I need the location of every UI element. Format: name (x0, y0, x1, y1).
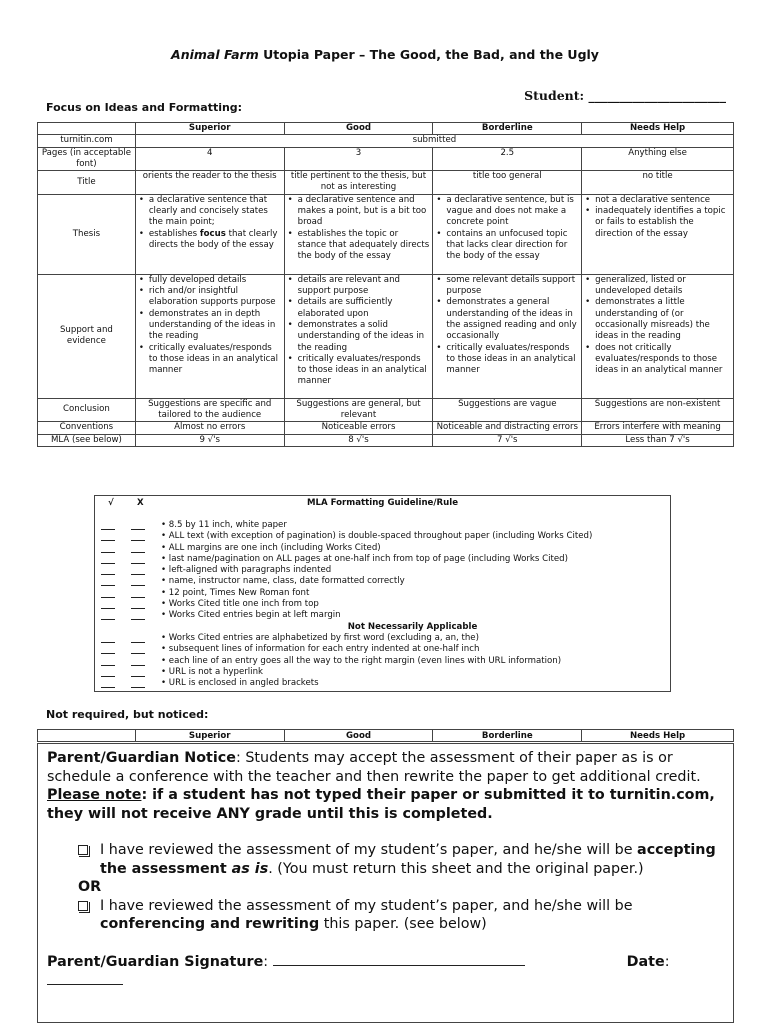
rule-text: • Works Cited title one inch from top (161, 599, 319, 610)
table-row (38, 194, 734, 274)
row-label-thesis: Thesis (38, 194, 136, 274)
cell: Suggestions are non-existent (582, 398, 734, 422)
check-blank[interactable] (101, 653, 115, 654)
rule-text: • left-aligned with paragraphs indented (161, 565, 332, 576)
cell: title too general (433, 171, 582, 195)
check-blank[interactable] (101, 665, 115, 666)
check-blank[interactable] (101, 642, 115, 643)
list-item (95, 656, 670, 667)
list-item (95, 599, 670, 610)
list-item (139, 229, 281, 252)
signature-label: Parent/Guardian Signature (47, 953, 264, 970)
list-item: • fully developed details (139, 275, 281, 286)
x-blank[interactable] (131, 540, 145, 541)
list-item: • a declarative sentence and makes a point, but is a bit too broad (288, 195, 430, 229)
cell: Anything else (582, 147, 734, 171)
cell (135, 274, 284, 398)
text: that clearly directs the body of the essay (148, 228, 278, 250)
x-blank[interactable] (131, 552, 145, 553)
list-item: • demonstrates an in depth understanding of the ideas in the reading (139, 309, 281, 343)
list-item: • generalized, listed or undeveloped details (585, 275, 730, 298)
x-column-header: X (137, 498, 144, 508)
cell: Errors interfere with meaning (582, 422, 734, 434)
title-italic: Animal Farm (171, 47, 259, 62)
rule-text: • Works Cited entries begin at left margin (161, 610, 341, 621)
rule-text: • ALL text (with exception of pagination) is double-spaced throughout paper (including Works Cited) (161, 531, 593, 542)
list-item (95, 565, 670, 576)
cell: 9 √'s (135, 434, 284, 446)
header-borderline: Borderline (433, 730, 582, 742)
x-blank[interactable] (131, 642, 145, 643)
list-item (95, 667, 670, 678)
list-item (95, 554, 670, 565)
list-item: • critically evaluates/responds to those ideas in an analytical manner (436, 343, 578, 377)
check-blank[interactable] (101, 529, 115, 530)
rule-text: • each line of an entry goes all the way to the right margin (even lines with URL information) (161, 655, 562, 666)
rubric-table (37, 122, 734, 447)
rule-text: • subsequent lines of information for each entry indented at one-half inch (161, 644, 480, 655)
header-borderline: Borderline (433, 123, 582, 135)
cell: 4 (135, 147, 284, 171)
notice-paragraph (47, 749, 724, 823)
cell: Almost no errors (135, 422, 284, 434)
cell: Suggestions are specific and tailored to the audience (135, 398, 284, 422)
list-item: • details are relevant and support purpose (288, 275, 430, 298)
bold-text: accepting the assessment (100, 842, 716, 877)
signature-field[interactable] (273, 952, 525, 966)
header-needs-help: Needs Help (582, 123, 734, 135)
rule-text: • 8.5 by 11 inch, white paper (161, 520, 287, 530)
list-item: • rich and/or insightful elaboration supports purpose (139, 286, 281, 309)
header-superior: Superior (135, 123, 284, 135)
title-rest: Utopia Paper – The Good, the Bad, and the Ugly (258, 47, 599, 62)
list-item (95, 520, 670, 531)
text: . (You must return this sheet and the original paper.) (268, 860, 644, 877)
list-item: • a declarative sentence that clearly and concisely states the main point; (139, 195, 281, 229)
list-item: • a declarative sentence, but is vague and does not make a concrete point (436, 195, 578, 229)
row-label-conventions: Conventions (38, 422, 136, 434)
list-item (95, 543, 670, 554)
list-item: • demonstrates a solid understanding of the ideas in the reading (288, 320, 430, 354)
check-blank[interactable] (101, 574, 115, 575)
notice-warning: : if a student has not typed their paper or submitted it to turnitin.com, they will not receive ANY grade until this is completed. (47, 787, 715, 822)
list-item: • some relevant details support purpose (436, 275, 578, 298)
row-label-support: Support and evidence (38, 274, 136, 398)
list-item (95, 633, 670, 644)
text: establishes (148, 228, 200, 239)
table-row (38, 147, 734, 171)
cell: 3 (284, 147, 433, 171)
text: I have reviewed the assessment of my student’s paper, and he/she will be (100, 842, 638, 858)
row-label-title: Title (38, 171, 136, 195)
check-blank[interactable] (101, 585, 115, 586)
list-item: • not a declarative sentence (585, 195, 730, 206)
list-item: • details are sufficiently elaborated upon (288, 297, 430, 320)
row-label-conclusion: Conclusion (38, 398, 136, 422)
list-item: • inadequately identifies a topic or fails to establish the direction of the essay (585, 206, 730, 240)
cell (582, 274, 734, 398)
cell (433, 194, 582, 274)
x-blank[interactable] (131, 563, 145, 564)
list-item: • critically evaluates/responds to those ideas in an analytical manner (288, 354, 430, 388)
check-column-header: √ (108, 498, 114, 508)
row-label-turnitin: turnitin.com (38, 135, 136, 147)
x-blank[interactable] (131, 597, 145, 598)
italic-text: as is (231, 860, 269, 877)
bold-text: conferencing and rewriting (100, 916, 320, 932)
check-blank[interactable] (101, 619, 115, 620)
cell (135, 194, 284, 274)
mla-header (95, 498, 670, 510)
cell: Less than 7 √'s (582, 434, 734, 446)
rule-text: • name, instructor name, class, date formatted correctly (161, 576, 405, 587)
x-blank[interactable] (131, 574, 145, 575)
check-blank[interactable] (101, 540, 115, 541)
row-label-pages: Pages (in acceptable font) (38, 147, 136, 171)
checkbox-icon[interactable] (78, 901, 88, 911)
x-blank[interactable] (131, 585, 145, 586)
check-blank[interactable] (101, 563, 115, 564)
focus-heading: Focus on Ideas and Formatting: (46, 101, 243, 114)
cell (582, 194, 734, 274)
mla-subheading: Not Necessarily Applicable (347, 621, 478, 632)
table-row (38, 422, 734, 434)
cell (433, 274, 582, 398)
not-required-table (37, 729, 734, 742)
text: this paper. (see below) (319, 916, 487, 932)
list-item (95, 588, 670, 599)
mla-checklist (94, 495, 671, 692)
rule-text: • Works Cited entries are alphabetized by first word (excluding a, an, the) (161, 632, 479, 643)
cell (284, 274, 433, 398)
bold-text: focus (199, 228, 226, 239)
rule-text: • URL is not a hyperlink (161, 666, 263, 677)
table-row (38, 398, 734, 422)
list-item: • does not critically evaluates/responds to those ideas in an analytical manner (585, 343, 730, 377)
rule-text: • last name/pagination on ALL pages at one-half inch from top of page (including Works Cited) (161, 553, 568, 564)
table-row (38, 135, 734, 147)
list-item: • contains an unfocused topic that lacks clear direction for the body of the essay (436, 229, 578, 263)
cell: 8 √'s (284, 434, 433, 446)
list-item (95, 678, 670, 689)
checkbox-icon[interactable] (78, 845, 88, 855)
cell: Suggestions are general, but relevant (284, 398, 433, 422)
cell (284, 194, 433, 274)
not-required-heading: Not required, but noticed: (46, 708, 209, 721)
check-blank[interactable] (101, 552, 115, 553)
list-item (95, 610, 670, 621)
cell: title pertinent to the thesis, but not as interesting (284, 171, 433, 195)
date-line (47, 971, 724, 991)
list-item (95, 531, 670, 542)
check-blank[interactable] (101, 676, 115, 677)
document-title (0, 47, 770, 62)
x-blank[interactable] (131, 687, 145, 688)
notice-text: : Students may accept the assessment of their paper as is or schedule a conference with the teacher and then rewrite the paper to get additional credit. (47, 750, 701, 785)
notice-label: Parent/Guardian Notice (47, 750, 236, 766)
option-conference[interactable] (47, 897, 724, 934)
cell: no title (582, 171, 734, 195)
date-field[interactable] (47, 971, 123, 985)
row-label-mla: MLA (see below) (38, 434, 136, 446)
x-blank[interactable] (131, 653, 145, 654)
header-needs-help: Needs Help (582, 730, 734, 742)
list-item (95, 644, 670, 655)
mla-items (95, 520, 670, 689)
check-blank[interactable] (101, 608, 115, 609)
table-row (38, 274, 734, 398)
list-item: • establishes the topic or stance that adequately directs the body of the essay (288, 229, 430, 263)
option-accept[interactable] (47, 841, 724, 878)
please-note: Please note (47, 787, 142, 803)
cell: Noticeable and distracting errors (433, 422, 582, 434)
list-item (95, 576, 670, 587)
x-blank[interactable] (131, 608, 145, 609)
list-item: • critically evaluates/responds to those ideas in an analytical manner (139, 343, 281, 377)
text: I have reviewed the assessment of my student’s paper, and he/she will be (100, 897, 633, 914)
signature-line: Parent/Guardian Signature: Date: (47, 953, 670, 970)
table-row (38, 730, 734, 742)
header-cell (38, 123, 136, 135)
cell: Noticeable errors (284, 422, 433, 434)
x-blank[interactable] (131, 529, 145, 530)
check-blank[interactable] (101, 687, 115, 688)
table-row (38, 171, 734, 195)
x-blank[interactable] (131, 665, 145, 666)
rule-text: • ALL margins are one inch (including Works Cited) (161, 542, 381, 553)
parent-notice (37, 743, 734, 1023)
header-good: Good (284, 123, 433, 135)
header-cell (38, 730, 136, 742)
header-good: Good (284, 730, 433, 742)
date-label: Date (626, 953, 665, 970)
rubric-header-row (38, 123, 734, 135)
cell: Suggestions are vague (433, 398, 582, 422)
check-blank[interactable] (101, 597, 115, 598)
cell: 7 √'s (433, 434, 582, 446)
rule-text: • URL is enclosed in angled brackets (161, 678, 319, 689)
list-item: • demonstrates a general understanding of the ideas in the assigned reading and only occasionally (436, 297, 578, 342)
cell: 2.5 (433, 147, 582, 171)
student-field: Student: ______________________ (524, 88, 726, 103)
list-item: • demonstrates a little understanding of (or occasionally misreads) the ideas in the reading (585, 297, 730, 342)
turnitin-value: submitted (135, 135, 733, 147)
header-superior: Superior (135, 730, 284, 742)
cell: orients the reader to the thesis (135, 171, 284, 195)
or-separator: OR (78, 879, 102, 895)
rule-text: • 12 point, Times New Roman font (161, 587, 310, 598)
table-row (38, 434, 734, 446)
x-blank[interactable] (131, 619, 145, 620)
mla-heading: MLA Formatting Guideline/Rule (306, 498, 459, 508)
x-blank[interactable] (131, 676, 145, 677)
